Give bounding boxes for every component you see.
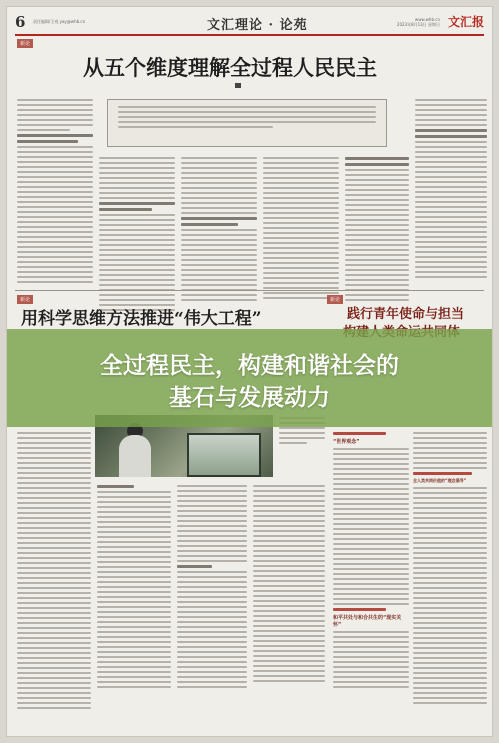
editor-info: 责任编辑/王彧 yay@whb.cn — [33, 19, 86, 24]
article2-column-2 — [97, 485, 171, 691]
title-overlay-banner — [7, 329, 492, 427]
newspaper-page — [6, 6, 493, 737]
article3-headline-line1: 践行青年使命与担当 — [347, 307, 465, 322]
overlay-title-line2: 基石与发展动力 — [169, 385, 330, 411]
article1-tag: 新论 — [17, 39, 33, 48]
website: www.whb.cn — [414, 17, 440, 22]
article3-column-2 — [413, 432, 487, 707]
article1-headline: 从五个维度理解全过程人民民主 — [83, 55, 377, 80]
article1-column-5 — [345, 157, 409, 304]
article3-subhead-1: “世界观念” — [333, 439, 360, 445]
article2-column-3 — [177, 485, 247, 691]
issue-date: 2023年8月13日 星期日 — [396, 22, 440, 27]
masthead-rule — [15, 34, 484, 36]
article3-tag: 新论 — [327, 295, 343, 304]
article3-subhead-2: 全人类共同价值的“理念倡导” — [413, 478, 467, 483]
article2-headline: 用科学思维方法推进“伟大工程” — [21, 309, 262, 329]
article-divider — [15, 290, 484, 291]
page-number: 6 — [15, 13, 26, 31]
article1-column-4 — [263, 157, 339, 302]
article1-column-3 — [181, 157, 257, 304]
article2-tag: 新论 — [17, 295, 33, 304]
article1-column-1 — [17, 99, 93, 286]
article3-column-1 — [333, 432, 409, 691]
overlay-title-line1: 全过程民主，构建和谐社会的 — [100, 353, 399, 379]
section-title: 文汇理论 · 论苑 — [207, 18, 308, 33]
article1-summary-box — [107, 99, 387, 147]
article3-subhead-3: 和平共处与和合共生的“现实关怀” — [333, 615, 402, 628]
masthead — [15, 13, 484, 33]
article2-column-4 — [253, 485, 325, 685]
byline-mark — [235, 83, 241, 88]
article2-column-1 — [17, 432, 91, 712]
article1-column-6 — [415, 99, 487, 281]
date-info — [397, 17, 440, 27]
newspaper-logo: 文汇报 — [447, 15, 484, 29]
